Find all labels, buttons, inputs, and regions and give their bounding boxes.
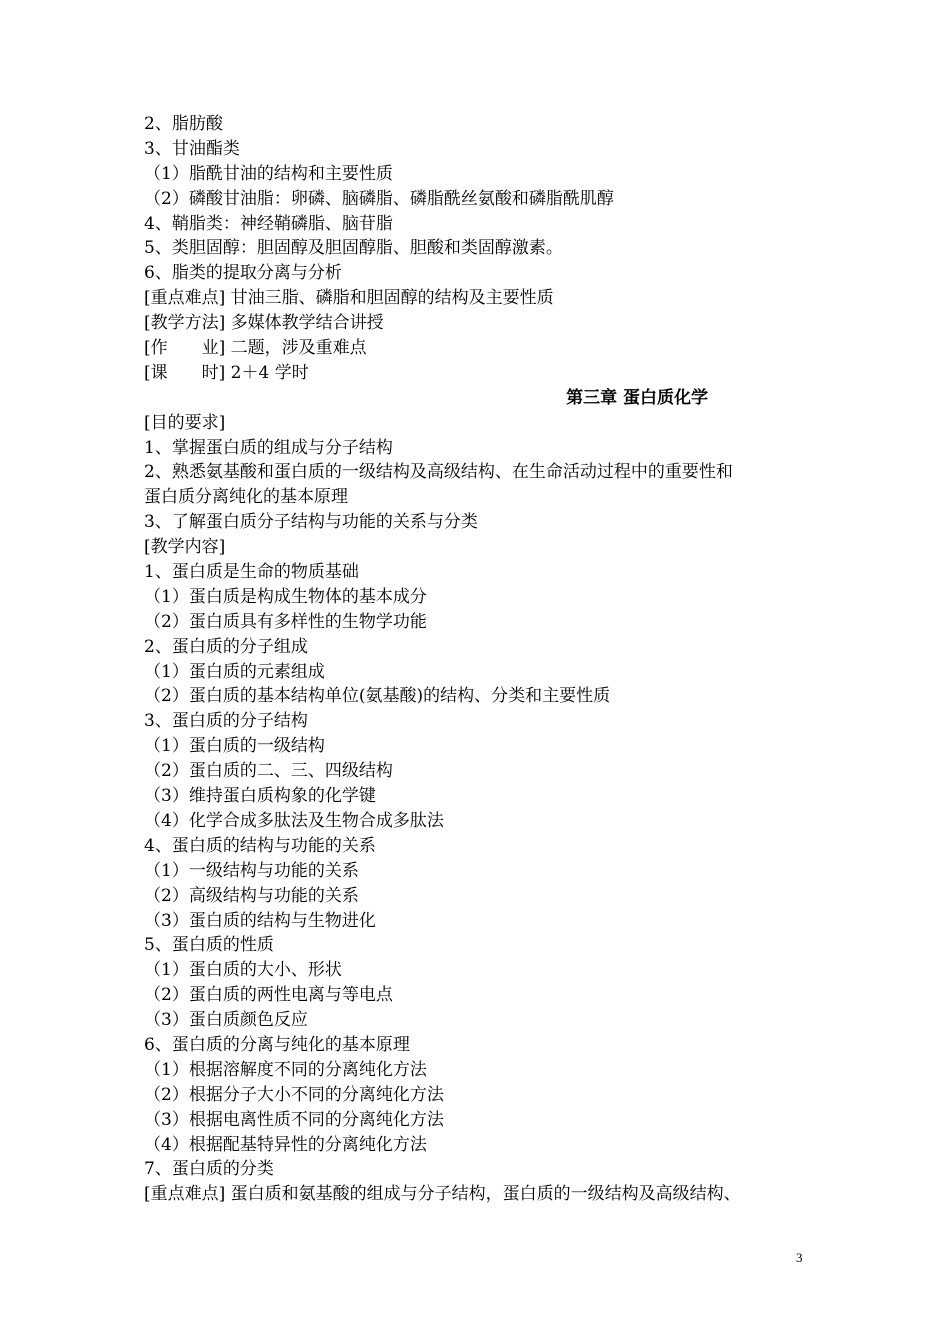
text-line: （3）蛋白质颜色反应	[144, 1010, 308, 1031]
text-line: 5、类胆固醇：胆固醇及胆固醇脂、胆酸和类固醇激素。	[144, 238, 563, 259]
text-line: （2）高级结构与功能的关系	[144, 885, 359, 906]
page-number: 3	[796, 1250, 803, 1265]
text-line: （4）根据配基特异性的分离纯化方法	[144, 1134, 427, 1155]
text-line: （1）一级结构与功能的关系	[144, 860, 359, 881]
text-line: （1）蛋白质的元素组成	[144, 661, 325, 682]
text-line: 3、甘油酯类	[144, 138, 240, 159]
lines-after	[144, 411, 824, 1208]
text-line: （3）根据电离性质不同的分离纯化方法	[144, 1109, 444, 1130]
text-line: 1、蛋白质是生命的物质基础	[144, 562, 359, 583]
lines-before	[144, 112, 824, 386]
text-line: 2、蛋白质的分子组成	[144, 636, 308, 657]
text-line: 7、蛋白质的分类	[144, 1159, 274, 1180]
text-line: 3、蛋白质的分子结构	[144, 711, 308, 732]
document-body	[144, 112, 824, 1207]
text-line: 2、脂肪酸	[144, 114, 223, 134]
text-line: [目的要求]	[144, 412, 226, 433]
text-line: [重点难点] 甘油三脂、磷脂和胆固醇的结构及主要性质	[144, 288, 554, 309]
text-line: 6、脂类的提取分离与分析	[144, 263, 342, 284]
text-line: 6、蛋白质的分离与纯化的基本原理	[144, 1034, 410, 1055]
text-line: 5、蛋白质的性质	[144, 935, 274, 956]
text-line: （2）蛋白质的两性电离与等电点	[144, 985, 393, 1006]
text-line: 蛋白质分离纯化的基本原理	[144, 487, 348, 508]
text-line: 2、熟悉氨基酸和蛋白质的一级结构及高级结构、在生命活动过程中的重要性和	[144, 462, 733, 483]
text-line: [课 时] 2＋4 学时	[144, 362, 309, 383]
text-line: （1）根据溶解度不同的分离纯化方法	[144, 1059, 427, 1080]
text-line: （1）蛋白质的大小、形状	[144, 960, 342, 981]
chapter-title: 第三章 蛋白质化学	[566, 387, 708, 408]
text-line: （3）蛋白质的结构与生物进化	[144, 910, 376, 931]
text-line: （4）化学合成多肽法及生物合成多肽法	[144, 810, 444, 831]
text-line: （1）蛋白质是构成生物体的基本成分	[144, 586, 427, 607]
text-line: （1）蛋白质的一级结构	[144, 736, 325, 757]
text-line: 4、鞘脂类：神经鞘磷脂、脑苷脂	[144, 213, 393, 234]
text-line: [作 业] 二题，涉及重难点	[144, 338, 367, 359]
text-line: [教学方法] 多媒体教学结合讲授	[144, 313, 384, 334]
text-line: 4、蛋白质的结构与功能的关系	[144, 835, 376, 856]
text-line: （3）维持蛋白质构象的化学键	[144, 786, 376, 807]
text-line: （2）磷酸甘油脂：卵磷、脑磷脂、磷脂酰丝氨酸和磷脂酰肌醇	[144, 188, 614, 209]
text-line: 3、了解蛋白质分子结构与功能的关系与分类	[144, 512, 478, 533]
text-line: 1、掌握蛋白质的组成与分子结构	[144, 437, 393, 458]
text-line: （2）根据分子大小不同的分离纯化方法	[144, 1084, 444, 1105]
text-line: （1）脂酰甘油的结构和主要性质	[144, 163, 393, 184]
text-line: （2）蛋白质的基本结构单位(氨基酸)的结构、分类和主要性质	[144, 686, 611, 707]
text-line: [教学内容]	[144, 537, 226, 558]
text-line: （2）蛋白质的二、三、四级结构	[144, 761, 393, 782]
text-line: （2）蛋白质具有多样性的生物学功能	[144, 611, 427, 632]
text-line: [重点难点] 蛋白质和氨基酸的组成与分子结构，蛋白质的一级结构及高级结构、	[144, 1184, 741, 1205]
